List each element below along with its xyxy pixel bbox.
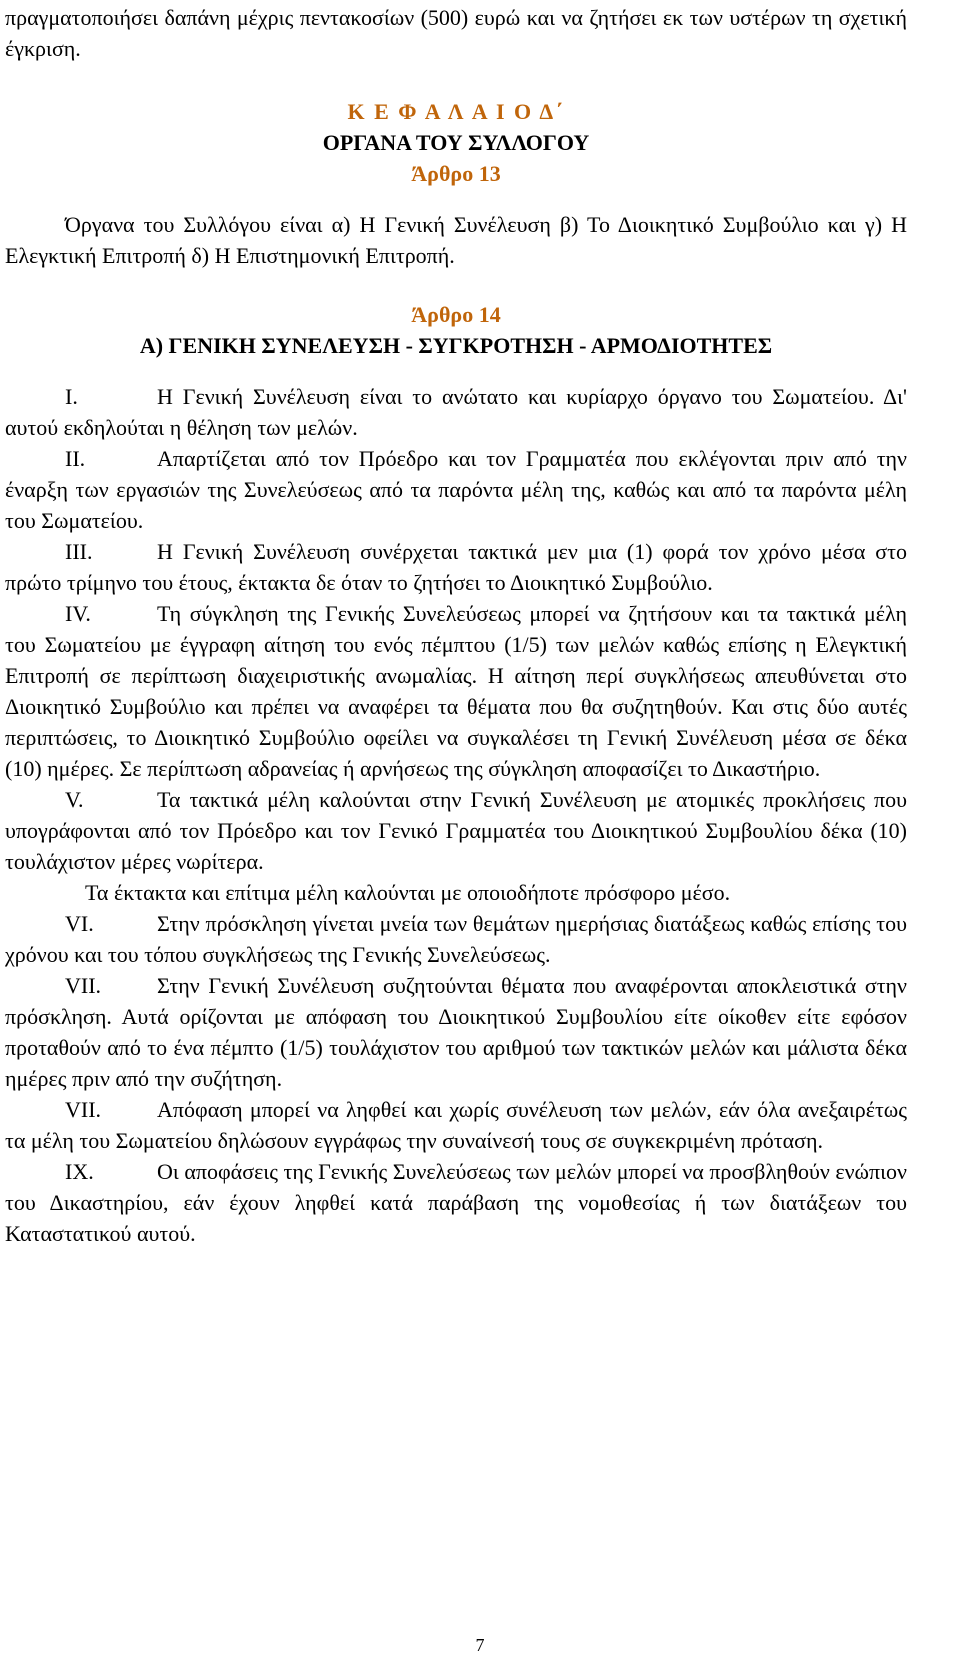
paragraph-number: III.	[65, 539, 93, 564]
paragraph-number: IV.	[65, 601, 91, 626]
paragraph-text: Απαρτίζεται από τον Πρόεδρο και τον Γραμματέα που εκλέγονται πριν από την έναρξη των εργασιών της Συνελεύσεως από τα παρόντα μέλη της, καθώς και από τα παρόντα μέλη του Σωματείου.	[5, 446, 907, 533]
paragraph-VIII	[5, 1094, 907, 1156]
paragraph-number: I.	[65, 384, 78, 409]
paragraph-text: Οι αποφάσεις της Γενικής Συνελεύσεως των μελών μπορεί να προσβληθούν ενώπιον του Δικαστηρίου, εάν έχουν ληφθεί κατά παράβαση της νομοθεσίας ή των διατάξεων του Καταστατικού αυτού.	[5, 1159, 907, 1246]
paragraph-IV	[5, 598, 907, 784]
intro-paragraph: πραγματοποιήσει δαπάνη μέχρις πεντακοσίων (500) ευρώ και να ζητήσει εκ των υστέρων τη σχετική έγκριση.	[5, 5, 907, 61]
paragraph-text: Τη σύγκληση της Γενικής Συνελεύσεως μπορεί να ζητήσουν και τα τακτικά μέλη του Σωματείου με έγγραφη αίτηση του ενός πέμπτου (1/5) των μελών καθώς επίσης η Ελεγκτική Επιτροπή σε περίπτωση διαχειριστικής ανωμαλίας. Η αίτηση περί συγκλήσεως απευθύνεται στο Διοικητικό Συμβούλιο και πρέπει να αναφέρει τα θέματα που θα συζητηθούν. Και στις δύο αυτές περιπτώσεις, το Διοικητικό Συμβούλιο οφείλει να συγκαλέσει τη Γενική Συνέλευση μέσα σε δέκα (10) ημέρες. Σε περίπτωση αδρανείας ή αρνήσεως της σύγκληση αποφασίζει το Δικαστήριο.	[5, 601, 907, 781]
chapter-title: ΟΡΓΑΝΑ ΤΟΥ ΣΥΛΛΟΓΟΥ	[322, 130, 590, 155]
chapter-heading: Κ Ε Φ Α Λ Α Ι Ο Δ΄	[347, 99, 565, 124]
paragraph-text: Στην πρόσκληση γίνεται μνεία των θεμάτων ημερήσιας διατάξεως καθώς επίσης του χρόνου και του τόπου συγκλήσεως της Γενικής Συνελεύσεως.	[5, 911, 907, 967]
article-14-title: Α) ΓΕΝΙΚΗ ΣΥΝΕΛΕΥΣΗ - ΣΥΓΚΡΟΤΗΣΗ - ΑΡΜΟΔΙΟΤΗΤΕΣ	[139, 333, 773, 358]
extraordinary-members-line: Τα έκτακτα και επίτιμα μέλη καλούνται με οποιοδήποτε πρόσφορο μέσο.	[85, 880, 731, 905]
paragraph-VI	[5, 908, 907, 970]
paragraph-III	[5, 536, 907, 598]
article-14-paragraphs	[5, 381, 907, 1249]
article-13-body: Όργανα του Συλλόγου είναι α) Η Γενική Συνέλευση β) Το Διοικητικό Συμβούλιο και γ) Η Ελεγκτική Επιτροπή δ) Η Επιστημονική Επιτροπή.	[5, 212, 907, 268]
paragraph-number: VII.	[65, 973, 102, 998]
paragraph-II	[5, 443, 907, 536]
paragraph-number: VII.	[65, 1097, 102, 1122]
page-number: 7	[475, 1635, 485, 1655]
article-14-heading: Άρθρο 14	[411, 302, 501, 327]
paragraph-text: Τα τακτικά μέλη καλούνται στην Γενική Συνέλευση με ατομικές προκλήσεις που υπογράφονται από τον Πρόεδρο και τον Γενικό Γραμματέα του Διοικητικού Συμβουλίου δέκα (10) τουλάχιστον μέρες νωρίτερα.	[5, 787, 907, 874]
document-page	[5, 0, 907, 1249]
paragraph-IX	[5, 1156, 907, 1249]
paragraph-text: Απόφαση μπορεί να ληφθεί και χωρίς συνέλευση των μελών, εάν όλα ανεξαιρέτως τα μέλη του Σωματείου δηλώσουν εγγράφως την συναίνεσή τους σε συγκεκριμένη πρόταση.	[5, 1097, 907, 1153]
paragraph-text: Η Γενική Συνέλευση συνέρχεται τακτικά μεν μια (1) φορά τον χρόνο μέσα στο πρώτο τρίμηνο του έτους, έκτακτα δε όταν το ζητήσει το Διοικητικό Συμβούλιο.	[5, 539, 907, 595]
paragraph-VII	[5, 970, 907, 1094]
paragraph-V	[5, 784, 907, 877]
paragraph-number: V.	[65, 787, 84, 812]
paragraph-text: Η Γενική Συνέλευση είναι το ανώτατο και κυρίαρχο όργανο του Σωματείου. Δι' αυτού εκδηλούται η θέληση των μελών.	[5, 384, 907, 440]
paragraph-number: VI.	[65, 911, 94, 936]
paragraph-I	[5, 381, 907, 443]
article-13-heading: Άρθρο 13	[411, 161, 501, 186]
paragraph-number: IX.	[65, 1159, 94, 1184]
paragraph-text: Στην Γενική Συνέλευση συζητούνται θέματα που αναφέρονται αποκλειστικά στην πρόσκληση. Αυτά ορίζονται με απόφαση του Διοικητικού Συμβουλίου είτε οίκοθεν είτε εφόσον προταθούν από το ένα πέμπτο (1/5) τουλάχιστον του αριθμού των τακτικών μελών και μάλιστα δέκα ημέρες πριν από την συζήτηση.	[5, 973, 907, 1091]
paragraph-number: II.	[65, 446, 86, 471]
